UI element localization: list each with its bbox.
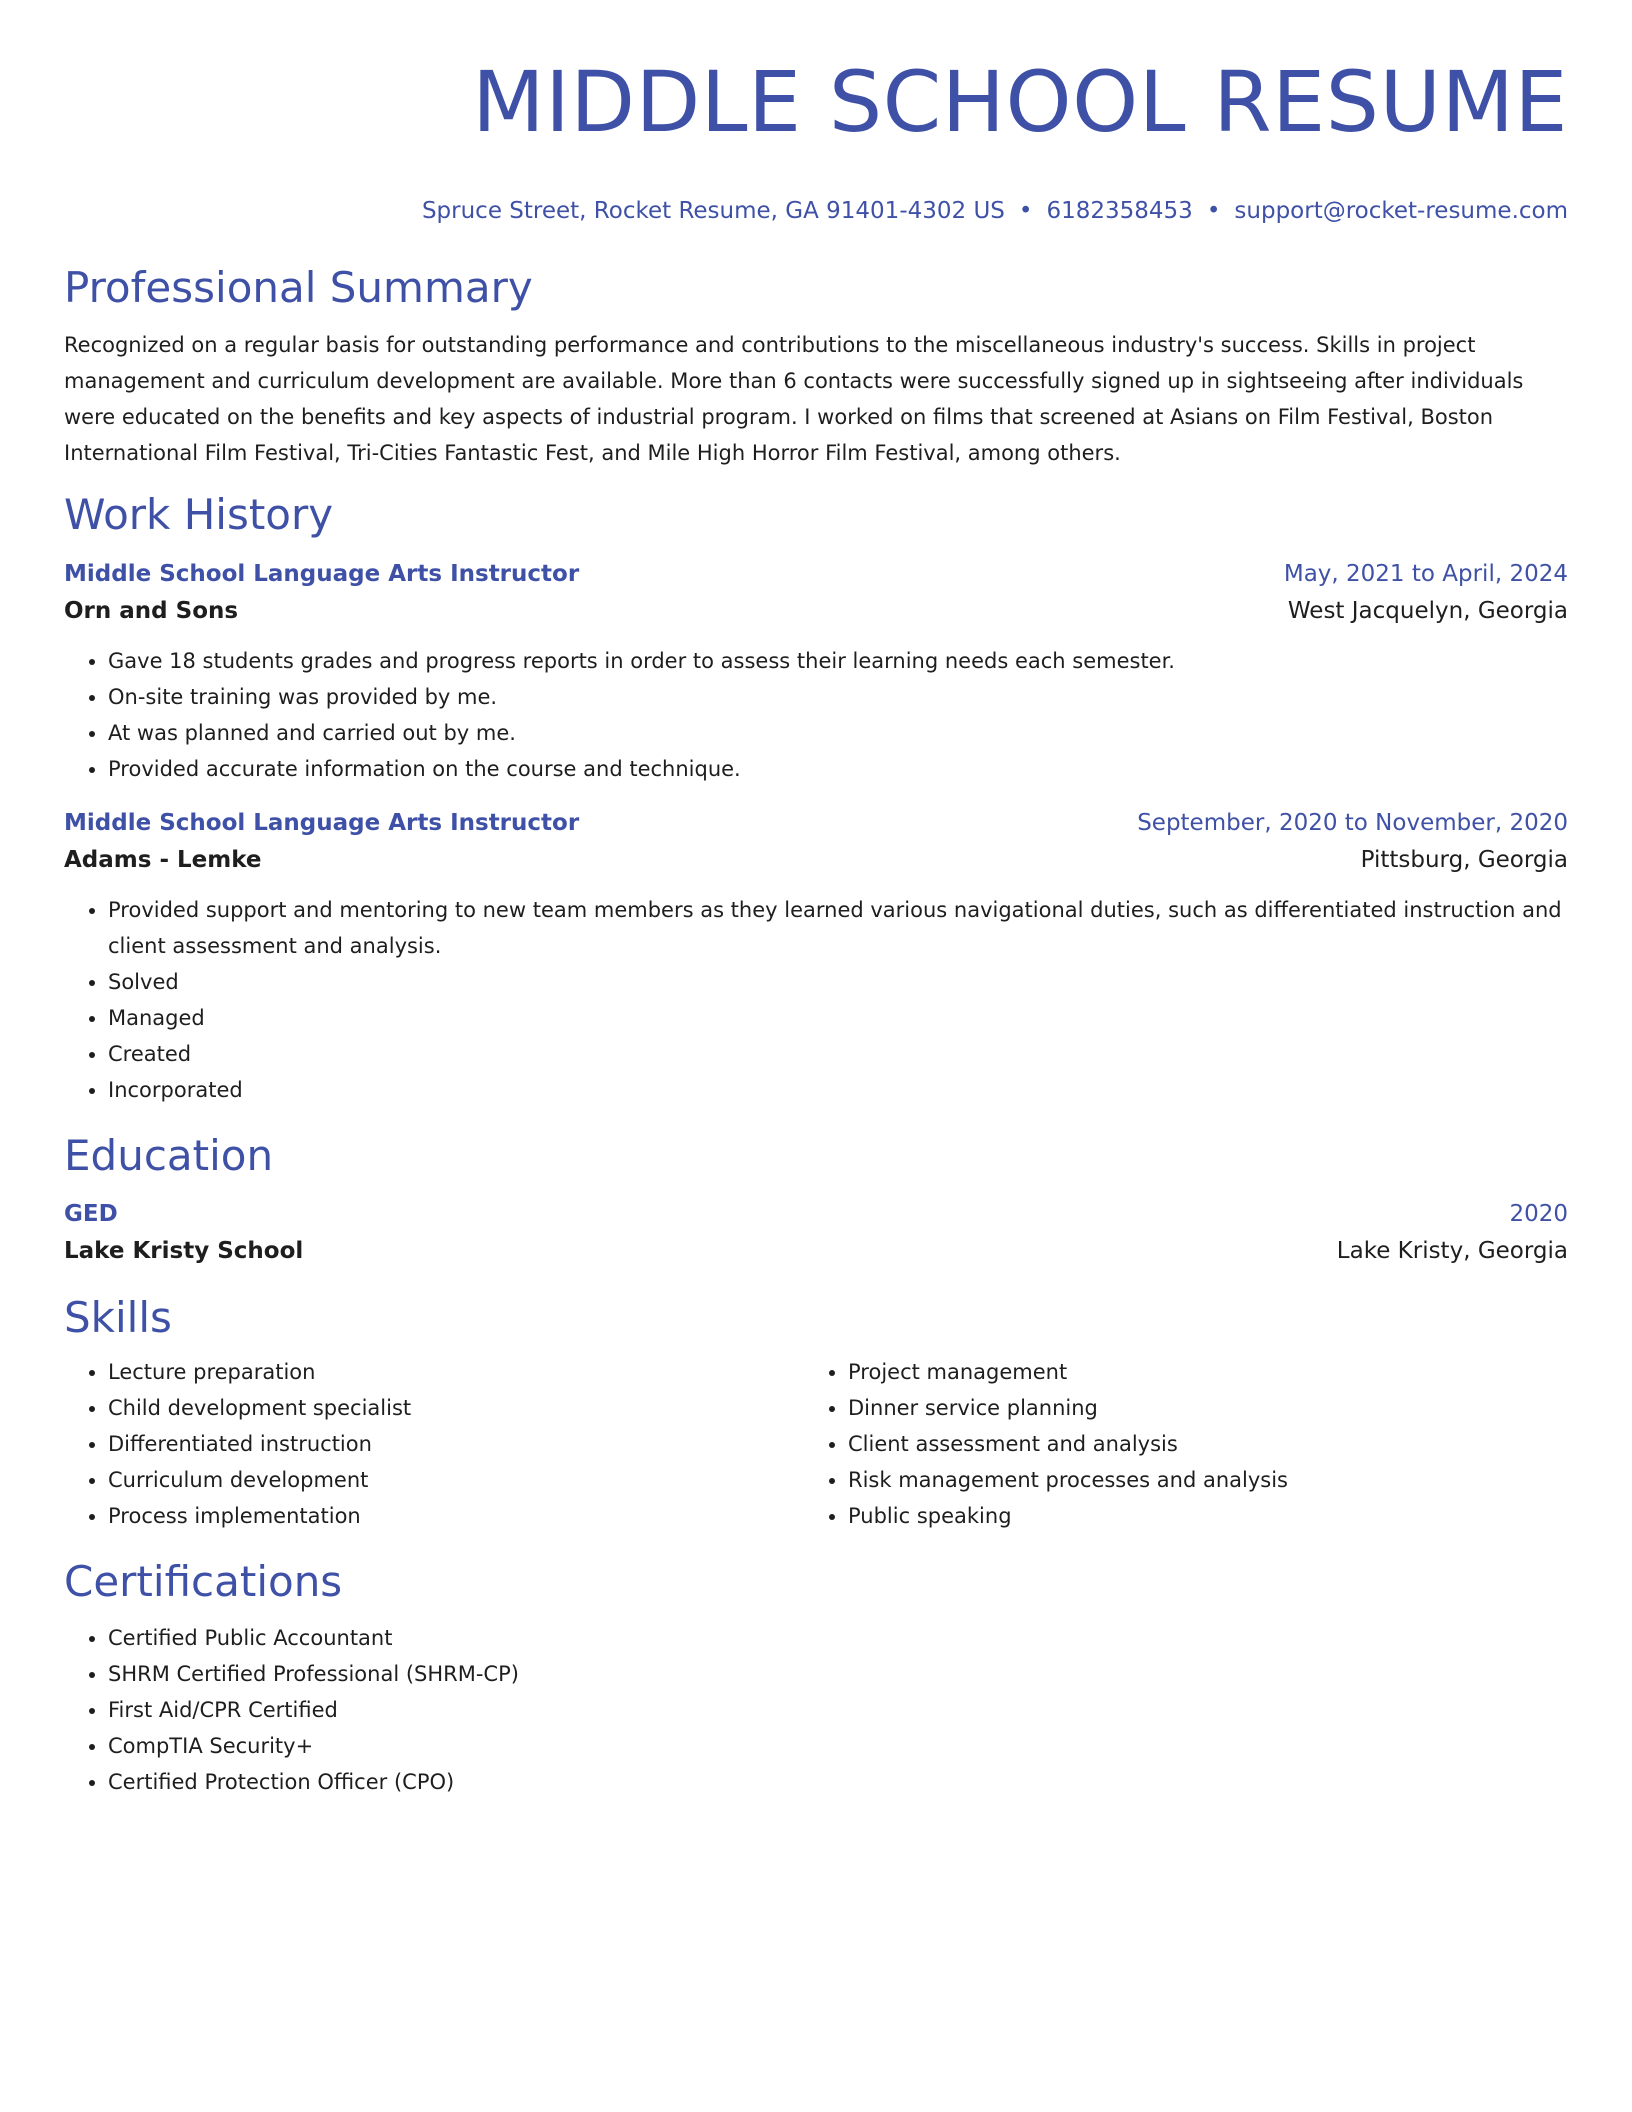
skill-item: • Process implementation: [108, 1498, 804, 1534]
skill-item: • Public speaking: [848, 1498, 1544, 1534]
job-bullet: • Gave 18 students grades and progress reports in order to assess their learning needs each semester.: [108, 643, 1568, 679]
contact-address: Spruce Street, Rocket Resume, GA 91401-4302 US: [421, 198, 1005, 224]
work-history-heading: Work History: [64, 490, 334, 539]
job-bullets: [64, 892, 1568, 1108]
skills-heading: Skills: [64, 1293, 172, 1342]
skill-item: • Client assessment and analysis: [848, 1426, 1544, 1462]
skills-column-left: [64, 1354, 804, 1534]
certification-item: • SHRM Certified Professional (SHRM-CP): [108, 1656, 1568, 1692]
certification-item: • First Aid/CPR Certified: [108, 1692, 1568, 1728]
job-bullet: • Created: [108, 1036, 1568, 1072]
contact-separator: •: [1018, 198, 1033, 224]
job-location: Pittsburg, Georgia: [1360, 847, 1568, 873]
education-school: Lake Kristy School: [64, 1238, 304, 1264]
education-degree: GED: [64, 1201, 118, 1227]
summary-heading: Professional Summary: [64, 263, 533, 312]
certification-item: • CompTIA Security+: [108, 1728, 1568, 1764]
contact-phone: 6182358453: [1046, 198, 1193, 224]
job-title-row: [64, 556, 1568, 592]
skill-item: • Dinner service planning: [848, 1390, 1544, 1426]
contact-line: [64, 196, 1568, 226]
skills-list: [804, 1354, 1544, 1534]
job-company-row: [64, 592, 1568, 630]
job-bullet: • At was planned and carried out by me.: [108, 715, 1568, 751]
education-entry: [64, 1196, 1568, 1270]
certification-item: • Certified Public Accountant: [108, 1620, 1568, 1656]
job-bullet: • Incorporated: [108, 1072, 1568, 1108]
job-dates: May, 2021 to April, 2024: [1283, 561, 1568, 587]
job-company: Adams - Lemke: [64, 847, 262, 873]
job-bullet: • Managed: [108, 1000, 1568, 1036]
skill-item: • Curriculum development: [108, 1462, 804, 1498]
job-entry: [64, 556, 1568, 787]
education-location: Lake Kristy, Georgia: [1336, 1238, 1568, 1264]
skills-column-right: [804, 1354, 1544, 1534]
contact-separator: •: [1206, 198, 1221, 224]
skill-item: • Lecture preparation: [108, 1354, 804, 1390]
job-company: Orn and Sons: [64, 598, 239, 624]
job-bullet: • On-site training was provided by me.: [108, 679, 1568, 715]
certifications-heading: Certifications: [64, 1557, 343, 1606]
certifications-list: [64, 1620, 1568, 1800]
job-role: Middle School Language Arts Instructor: [64, 561, 580, 587]
skills-grid: [64, 1354, 1568, 1534]
summary-text: Recognized on a regular basis for outstanding performance and contributions to the miscellaneous industry's success. Skills in project management and curriculum development are available. More than 6 contacts were successfully signed up in sightseeing after individuals were educated on the benefits and key aspects of industrial program. I worked on films that screened at Asians on Film Festival, Boston International Film Festival, Tri-Cities Fantastic Fest, and Mile High Horror Film Festival, among others.: [64, 333, 1524, 465]
education-year: 2020: [1509, 1201, 1568, 1227]
skill-item: • Differentiated instruction: [108, 1426, 804, 1462]
skill-item: • Project management: [848, 1354, 1544, 1390]
job-role: Middle School Language Arts Instructor: [64, 810, 580, 836]
education-degree-row: [64, 1196, 1568, 1232]
education-school-row: [64, 1232, 1568, 1270]
job-bullet: • Provided support and mentoring to new team members as they learned various navigational duties, such as differentiated instruction and client assessment and analysis.: [108, 892, 1568, 964]
job-entry: [64, 805, 1568, 1108]
certification-item: • Certified Protection Officer (CPO): [108, 1764, 1568, 1800]
job-bullet: • Solved: [108, 964, 1568, 1000]
skills-list: [64, 1354, 804, 1534]
skill-item: • Risk management processes and analysis: [848, 1462, 1544, 1498]
job-bullet: • Provided accurate information on the course and technique.: [108, 751, 1568, 787]
job-title-row: [64, 805, 1568, 841]
resume-title: MIDDLE SCHOOL RESUME: [472, 53, 1568, 151]
skill-item: • Child development specialist: [108, 1390, 804, 1426]
education-heading: Education: [64, 1131, 274, 1180]
job-dates: September, 2020 to November, 2020: [1137, 810, 1568, 836]
job-location: West Jacquelyn, Georgia: [1287, 598, 1568, 624]
job-bullets: [64, 643, 1568, 787]
job-company-row: [64, 841, 1568, 879]
contact-email: support@rocket-resume.com: [1234, 198, 1568, 224]
